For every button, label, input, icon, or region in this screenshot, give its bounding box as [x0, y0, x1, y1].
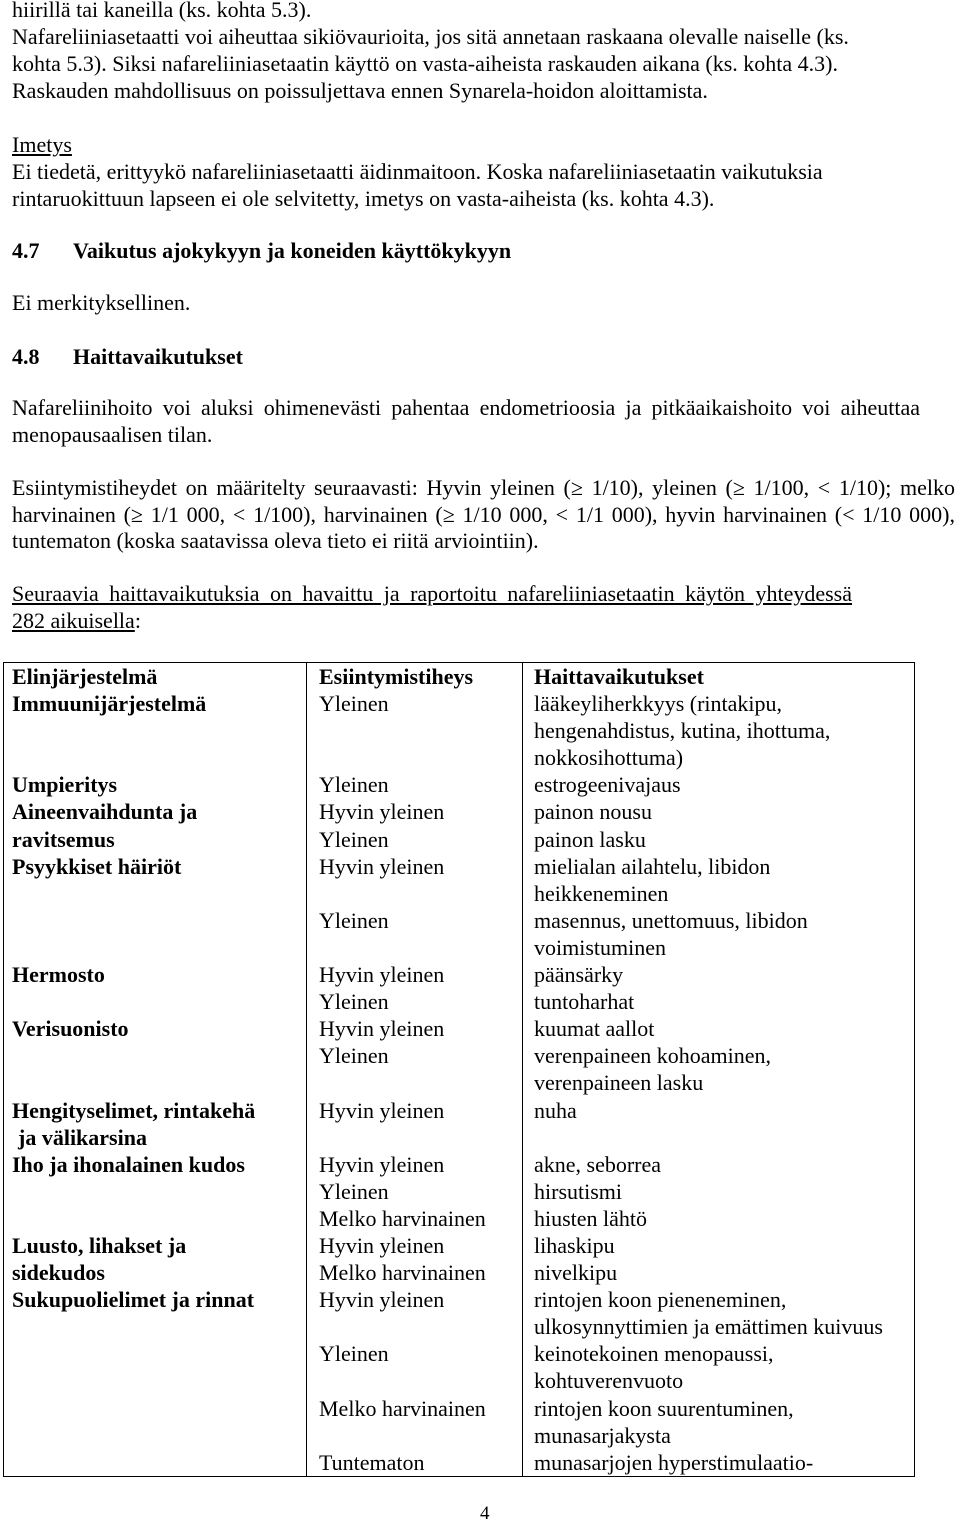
- table-row: [306, 907, 914, 961]
- table-row: [306, 1015, 914, 1042]
- table-row: [306, 1340, 914, 1394]
- organ-system-cell: [4, 1151, 306, 1232]
- table-row: [306, 1286, 914, 1340]
- adverse-reaction: hirsutismi: [534, 1178, 623, 1204]
- frequency-cell: [306, 690, 522, 771]
- reactions-cell: [522, 961, 914, 988]
- reactions-cell: [522, 1097, 914, 1124]
- reactions-cell: [522, 1042, 914, 1096]
- frequency: Hyvin yleinen: [319, 1232, 445, 1258]
- group-rows: [306, 1015, 914, 1096]
- table-group: [4, 1286, 914, 1476]
- adverse-reaction: estrogeenivajaus: [534, 772, 681, 798]
- organ-system-name: Luusto, lihakset ja: [12, 1232, 187, 1258]
- adverse-reaction: nivelkipu: [534, 1260, 618, 1286]
- frequency: Yleinen: [319, 989, 389, 1015]
- adverse-reactions-table: [3, 662, 915, 1477]
- organ-system-name: Umpieritys: [12, 772, 118, 798]
- text-line: Ei tiedetä, erittyykö nafareliiniasetaatti äidinmaitoon. Koska nafareliiniasetaatin vaikutuksia: [12, 159, 823, 184]
- frequency: Melko harvinainen: [319, 1395, 486, 1421]
- adverse-reaction: nokkosihottuma): [534, 745, 684, 771]
- frequency-cell: [306, 961, 522, 988]
- table-row: [306, 1205, 914, 1232]
- table-group: [4, 1097, 914, 1151]
- group-rows: [306, 961, 914, 1015]
- header-adverse-reactions: Haittavaikutukset: [534, 664, 704, 689]
- adverse-reaction: munasarjojen hyperstimulaatio-: [534, 1449, 814, 1475]
- organ-system-name: Verisuonisto: [12, 1016, 129, 1042]
- text-line: tuntematon (koska saatavissa oleva tieto ei riitä arviointiin).: [12, 528, 539, 553]
- organ-system-name: Aineenvaihdunta ja: [12, 799, 198, 825]
- frequency-cell: [306, 1015, 522, 1042]
- frequency: Melko harvinainen: [319, 1260, 486, 1286]
- frequency-cell: [306, 988, 522, 1015]
- frequency-cell: [306, 1232, 522, 1259]
- frequency: Yleinen: [319, 1341, 389, 1367]
- header-cell: [522, 663, 914, 690]
- group-rows: [306, 1097, 914, 1151]
- reactions-cell: [522, 1178, 914, 1205]
- reactions-cell: [522, 1232, 914, 1259]
- organ-system-cell: [4, 771, 306, 798]
- table-row: [306, 1259, 914, 1286]
- group-rows: [306, 690, 914, 771]
- frequency-cell: [306, 1286, 522, 1340]
- frequency-cell: [306, 1097, 522, 1124]
- frequency-cell: [306, 853, 522, 907]
- colon: :: [134, 608, 141, 633]
- adverse-reaction: mielialan ailahtelu, libidon: [534, 853, 771, 879]
- reactions-cell: [522, 1015, 914, 1042]
- group-rows: [306, 853, 914, 961]
- frequency-cell: [306, 1340, 522, 1394]
- adverse-reaction: päänsärky: [534, 962, 624, 988]
- group-rows: [306, 1232, 914, 1286]
- adverse-reaction: painon lasku: [534, 826, 646, 852]
- adverse-reaction: masennus, unettomuus, libidon: [534, 907, 808, 933]
- organ-system-name: Psyykkiset häiriöt: [12, 853, 182, 879]
- text-line: Nafareliinihoito voi aluksi ohimenevästi pahentaa endometrioosia ja pitkäaikaishoito voi aiheuttaa: [12, 395, 920, 420]
- table-group: [4, 1015, 914, 1096]
- frequency-cell: [306, 771, 522, 798]
- text-line: harvinainen (≥ 1/1 000, < 1/100), harvinainen (≥ 1/10 000, < 1/1 000), hyvin harvinainen (< 1/10 000),: [12, 501, 955, 527]
- text-line: Ei merkityksellinen.: [12, 290, 191, 315]
- frequency-cell: [306, 798, 522, 825]
- frequency-cell: [306, 826, 522, 853]
- table-row: [306, 690, 914, 771]
- text-line: rintaruokittuun lapseen ei ole selvitetty, imetys on vasta-aiheista (ks. kohta 4.3).: [12, 186, 715, 211]
- reactions-cell: [522, 771, 914, 798]
- frequency: Tuntematon: [319, 1449, 425, 1475]
- table-intro: [12, 580, 852, 634]
- reactions-cell: [522, 1151, 914, 1178]
- organ-system-cell: [4, 1015, 306, 1096]
- frequency: Hyvin yleinen: [319, 1097, 445, 1123]
- table-group: [4, 1232, 914, 1286]
- reactions-cell: [522, 907, 914, 961]
- frequency-cell: [306, 1178, 522, 1205]
- text-line: hiirillä tai kaneilla (ks. kohta 5.3).: [12, 0, 312, 22]
- table-row: [306, 1449, 914, 1476]
- adverse-reaction: painon nousu: [534, 799, 652, 825]
- adverse-reaction: kohtuverenvuoto: [534, 1368, 684, 1394]
- section-4-8-paragraph-1: [12, 395, 920, 448]
- table-row: [306, 1042, 914, 1096]
- adverse-reaction: rintojen koon suurentuminen,: [534, 1395, 794, 1421]
- reactions-cell: [522, 798, 914, 825]
- section-number: 4.8: [12, 344, 40, 369]
- frequency: Melko harvinainen: [319, 1205, 486, 1231]
- frequency-cell: [306, 1205, 522, 1232]
- frequency: Hyvin yleinen: [319, 1151, 445, 1177]
- reactions-cell: [522, 1286, 914, 1340]
- section-title: Vaikutus ajokykyyn ja koneiden käyttökykyyn: [73, 238, 512, 263]
- reactions-cell: [522, 988, 914, 1015]
- organ-system-name: Iho ja ihonalainen kudos: [12, 1151, 245, 1177]
- header-organ-system: Elinjärjestelmä: [12, 664, 158, 689]
- reactions-cell: [522, 690, 914, 771]
- page-number: 4: [480, 1503, 490, 1524]
- adverse-reaction: tuntoharhat: [534, 989, 635, 1015]
- section-title: Haittavaikutukset: [73, 344, 243, 369]
- section-heading-4-7: [12, 237, 511, 264]
- organ-system-name: Immuunijärjestelmä: [12, 691, 207, 717]
- table-row: [306, 771, 914, 798]
- frequency: Hyvin yleinen: [319, 962, 445, 988]
- section-heading-4-8: [12, 343, 243, 370]
- group-rows: [306, 798, 914, 852]
- table-row: [306, 1178, 914, 1205]
- table-row: [306, 1232, 914, 1259]
- breastfeeding-section: [12, 131, 823, 212]
- table-row: [306, 826, 914, 853]
- frequency: Yleinen: [319, 772, 389, 798]
- adverse-reaction: hengenahdistus, kutina, ihottuma,: [534, 718, 831, 744]
- organ-system-cell: [4, 798, 306, 852]
- table-header: [4, 663, 914, 690]
- adverse-reaction: keinotekoinen menopaussi,: [534, 1341, 774, 1367]
- organ-system-name: sidekudos: [12, 1260, 105, 1286]
- header-cell: [306, 663, 522, 690]
- text-line: Seuraavia haittavaikutuksia on havaittu ja raportoitu nafareliiniasetaatin käytön yhteydessä: [12, 581, 852, 606]
- frequency: Yleinen: [319, 1043, 389, 1069]
- table-group: [4, 1151, 914, 1232]
- organ-system-cell: [4, 1097, 306, 1151]
- frequency-cell: [306, 1449, 522, 1476]
- frequency: Hyvin yleinen: [319, 853, 445, 879]
- adverse-reaction: munasarjakysta: [534, 1422, 671, 1448]
- table-group: [4, 771, 914, 798]
- frequency-cell: [306, 1151, 522, 1178]
- organ-system-cell: [4, 853, 306, 961]
- table-group: [4, 690, 914, 771]
- adverse-reaction: heikkeneminen: [534, 880, 669, 906]
- table-group: [4, 798, 914, 852]
- table-row: [306, 1097, 914, 1124]
- patient-count: 282 aikuisella: [12, 608, 135, 633]
- table-row: [306, 961, 914, 988]
- reactions-cell: [522, 1205, 914, 1232]
- adverse-reaction: hiusten lähtö: [534, 1205, 648, 1231]
- reactions-cell: [522, 1259, 914, 1286]
- frequency-cell: [306, 1395, 522, 1449]
- reactions-cell: [522, 1449, 914, 1476]
- header-frequency: Esiintymistiheys: [319, 664, 474, 689]
- column-divider: [306, 663, 307, 1476]
- table-row: [306, 853, 914, 907]
- frequency: Hyvin yleinen: [319, 799, 445, 825]
- reactions-cell: [522, 826, 914, 853]
- text-line: kohta 5.3). Siksi nafareliiniasetaatin käyttö on vasta-aiheista raskauden aikana (ks. kohta 4.3).: [12, 51, 838, 76]
- frequency: Hyvin yleinen: [319, 1016, 445, 1042]
- text-line: Esiintymistiheydet on määritelty seuraavasti: Hyvin yleinen (≥ 1/10), yleinen (≥ 1/100, < 1/10); melko: [12, 475, 955, 500]
- pregnancy-paragraph: [12, 0, 849, 104]
- organ-system-cell: [4, 1232, 306, 1286]
- organ-system-cell: [4, 961, 306, 1015]
- frequency-cell: [306, 907, 522, 961]
- organ-system-name: Hermosto: [12, 962, 105, 988]
- adverse-reaction: kuumat aallot: [534, 1016, 655, 1042]
- text-line: menopausaalisen tilan.: [12, 421, 213, 447]
- organ-system-name: ja välikarsina: [18, 1124, 147, 1150]
- reactions-cell: [522, 1340, 914, 1394]
- frequency: Hyvin yleinen: [319, 1287, 445, 1313]
- table-row: [306, 988, 914, 1015]
- group-rows: [306, 1151, 914, 1232]
- organ-system-name: Sukupuolielimet ja rinnat: [12, 1287, 255, 1313]
- table-group: [4, 853, 914, 961]
- adverse-reaction: voimistuminen: [534, 934, 666, 960]
- adverse-reaction: verenpaineen lasku: [534, 1070, 704, 1096]
- organ-system-cell: [4, 690, 306, 771]
- table-row: [306, 1395, 914, 1449]
- frequency: Yleinen: [319, 691, 389, 717]
- section-4-7-body: [12, 289, 190, 316]
- table-group: [4, 961, 914, 1015]
- group-rows: [306, 771, 914, 798]
- frequency-cell: [306, 1259, 522, 1286]
- reactions-cell: [522, 1395, 914, 1449]
- group-rows: [306, 1286, 914, 1476]
- adverse-reaction: verenpaineen kohoaminen,: [534, 1043, 772, 1069]
- header-cell: [4, 663, 306, 690]
- adverse-reaction: ulkosynnyttimien ja emättimen kuivuus: [534, 1314, 883, 1340]
- text-line: Nafareliiniasetaatti voi aiheuttaa sikiövaurioita, jos sitä annetaan raskaana olevalle naiselle (ks.: [12, 24, 849, 49]
- adverse-reaction: lihaskipu: [534, 1232, 615, 1258]
- section-number: 4.7: [12, 238, 40, 263]
- section-4-8-paragraph-2: [12, 475, 955, 555]
- frequency: Yleinen: [319, 1178, 389, 1204]
- frequency: Yleinen: [319, 826, 389, 852]
- adverse-reaction: rintojen koon pieneneminen,: [534, 1287, 787, 1313]
- text-line: Raskauden mahdollisuus on poissuljettava ennen Synarela-hoidon aloittamista.: [12, 78, 708, 103]
- adverse-reaction: lääkeyliherkkyys (rintakipu,: [534, 691, 783, 717]
- breastfeeding-heading: Imetys: [12, 132, 72, 157]
- organ-system-cell: [4, 1286, 306, 1476]
- column-divider: [522, 663, 523, 1476]
- adverse-reaction: nuha: [534, 1097, 577, 1123]
- adverse-reaction: akne, seborrea: [534, 1151, 662, 1177]
- table-row: [306, 798, 914, 825]
- table-row: [306, 1151, 914, 1178]
- organ-system-name: Hengityselimet, rintakehä: [12, 1097, 256, 1123]
- organ-system-name: ravitsemus: [12, 826, 115, 852]
- frequency-cell: [306, 1042, 522, 1096]
- reactions-cell: [522, 853, 914, 907]
- frequency: Yleinen: [319, 907, 389, 933]
